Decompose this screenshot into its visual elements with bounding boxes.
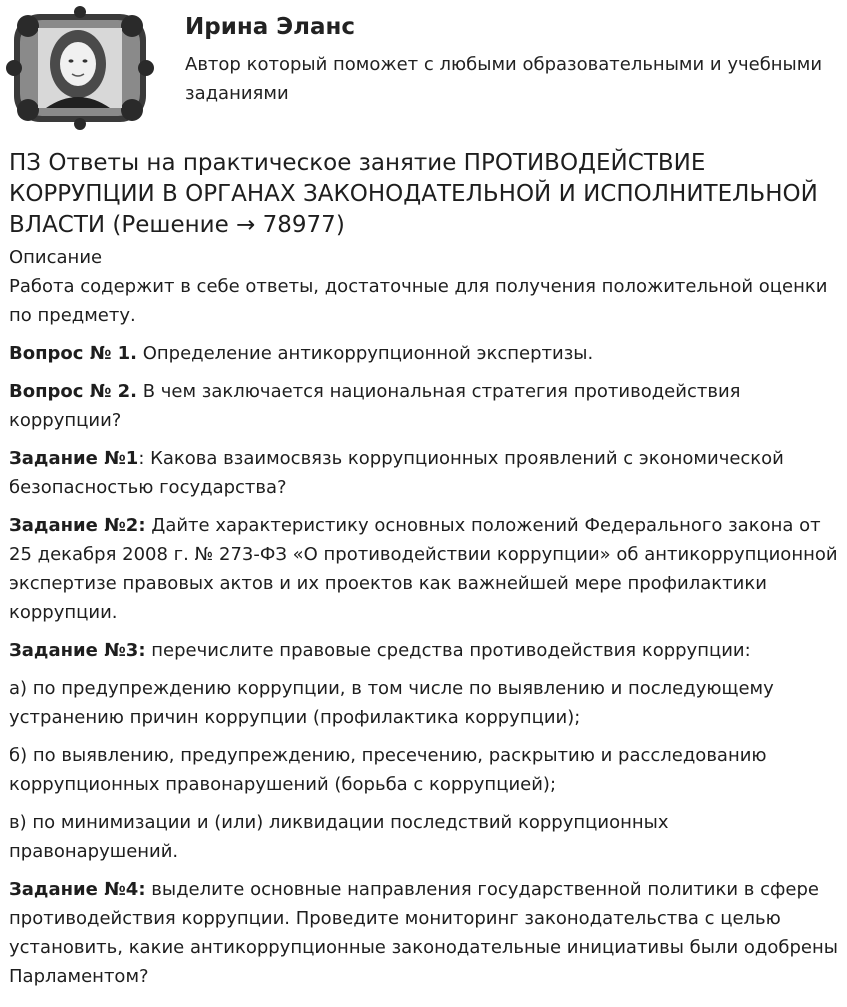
item-label: Вопрос № 1. [9,343,137,364]
task-3-point-a [9,674,839,732]
author-description: Автор который поможет с любыми образовательными и учебными заданиями [185,54,823,104]
item-text: в) по минимизации и (или) ликвидации последствий коррупционных правонарушений. [9,812,669,862]
item-text: В чем заключается национальная стратегия противодействия коррупции? [9,381,741,431]
item-label: Задание №3: [9,640,146,661]
task-3-point-b [9,741,839,799]
item-text: выделите основные направления государственной политики в сфере противодействия коррупции. Проведите мониторинг законодательства с целью установить, какие антикоррупционные законодательные инициативы были одобрены Парламентом? [9,879,838,987]
author-name: Ирина Эланс [185,14,356,40]
author-avatar [6,6,154,130]
task-3 [9,636,839,665]
item-text: перечислите правовые средства противодействия коррупции: [145,640,751,661]
description-text: Работа содержит в себе ответы, достаточные для получения положительной оценки по предмету. [9,276,828,326]
document-content [9,148,839,991]
item-label: Задание №1 [9,448,139,469]
task-4 [9,875,839,991]
item-text: Определение антикоррупционной экспертизы. [137,343,594,364]
description-label: Описание [9,247,103,268]
item-text: б) по выявлению, предупреждению, пресечению, раскрытию и расследованию коррупционных правонарушений (борьба с коррупцией); [9,745,767,795]
item-text: Дайте характеристику основных положений Федерального закона от 25 декабря 2008 г. № 273-ФЗ «О противодействии коррупции» об антикоррупционной экспертизе правовых актов и их проектов как важнейшей мере профилактики коррупции. [9,515,838,623]
question-2 [9,377,839,435]
task-3-point-c [9,808,839,866]
item-label: Задание №4: [9,879,146,900]
item-label: Задание №2: [9,515,146,536]
task-2 [9,511,839,627]
question-1 [9,339,839,368]
task-1 [9,444,839,502]
document-title: ПЗ Ответы на практическое занятие ПРОТИВОДЕЙСТВИЕ КОРРУПЦИИ В ОРГАНАХ ЗАКОНОДАТЕЛЬНОЙ И ИСПОЛНИТЕЛЬНОЙ ВЛАСТИ (Решение → 78977) [9,150,818,238]
item-text: : Какова взаимосвязь коррупционных проявлений с экономической безопасностью государства? [9,448,784,498]
item-label: Вопрос № 2. [9,381,137,402]
author-card [0,0,847,135]
item-text: а) по предупреждению коррупции, в том числе по выявлению и последующему устранению причин коррупции (профилактика коррупции); [9,678,774,728]
